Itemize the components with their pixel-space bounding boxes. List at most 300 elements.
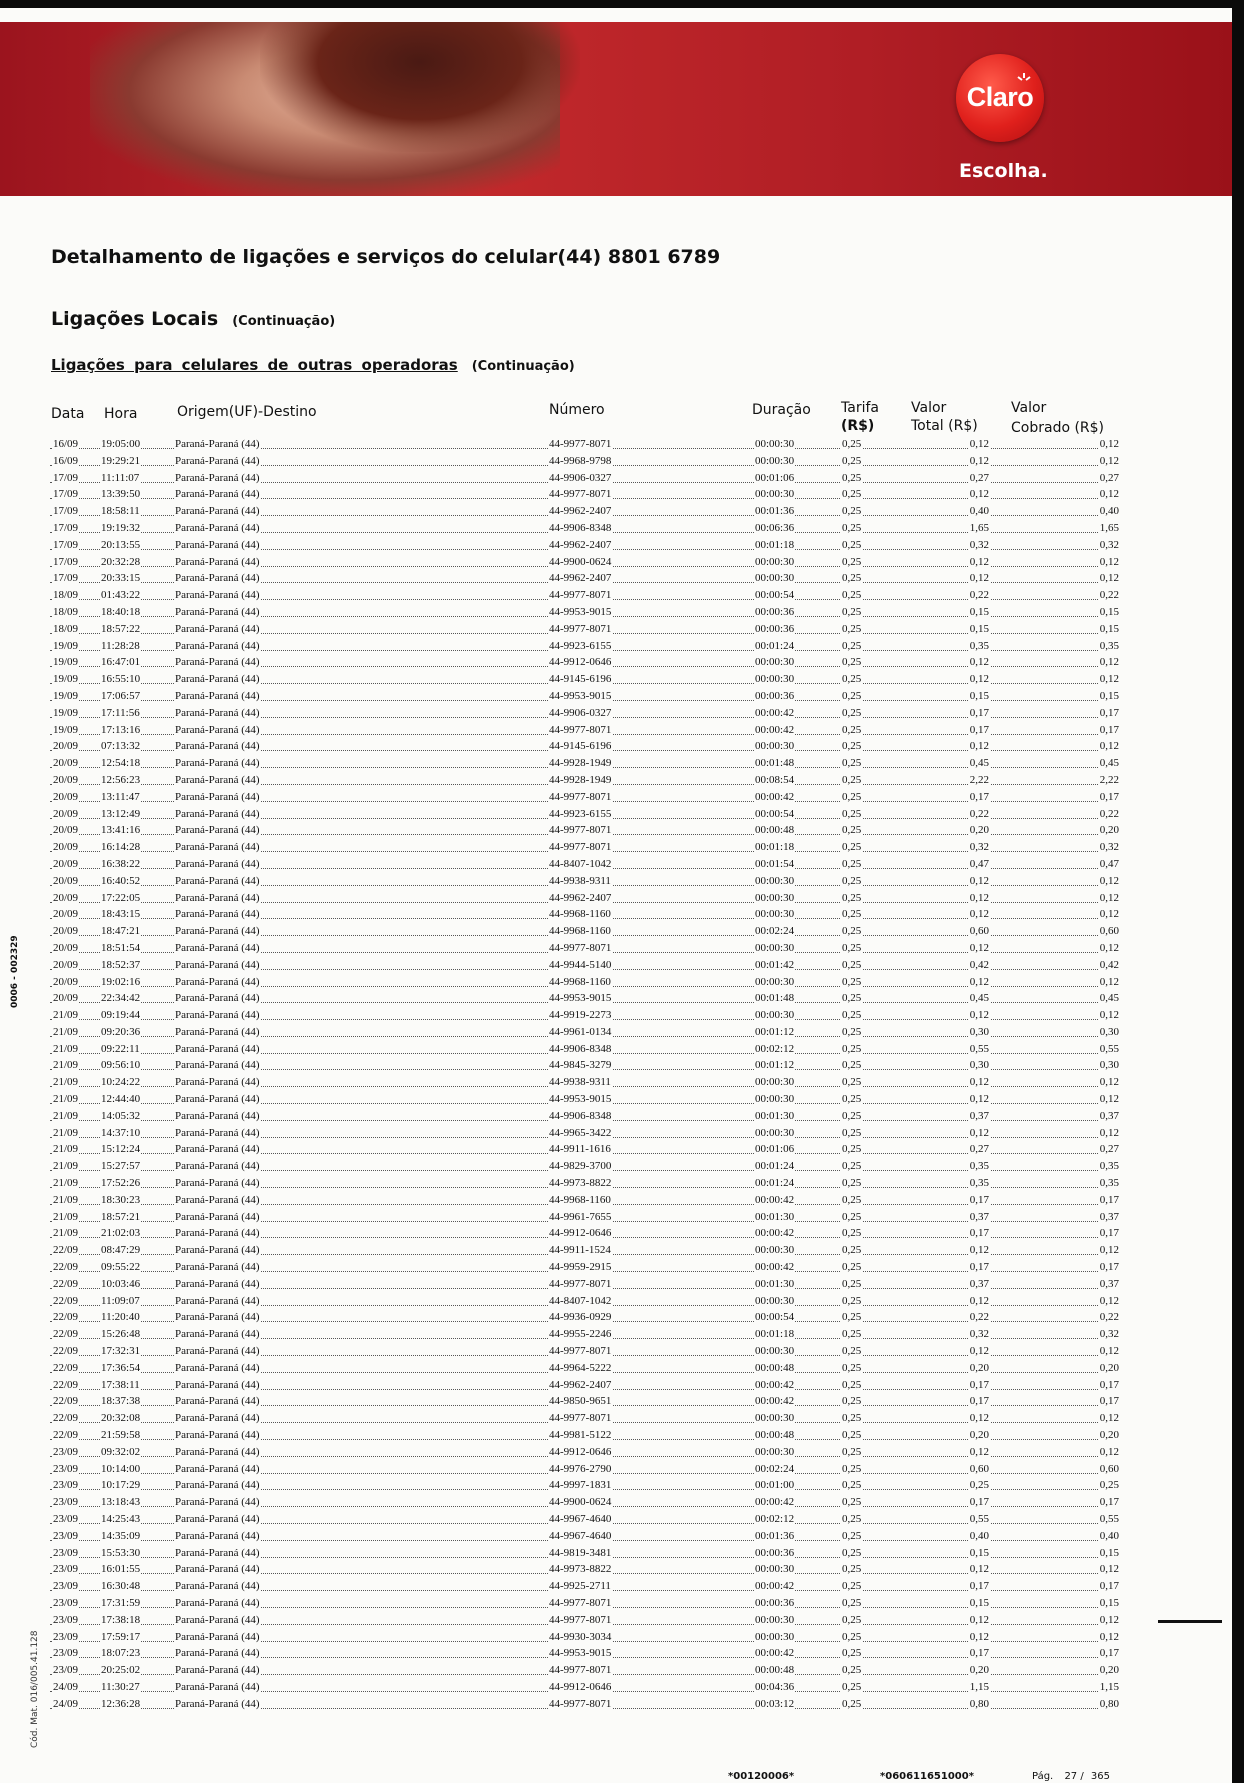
cell-data: 16/09 <box>53 438 79 450</box>
cell-origem: Paraná-Paraná (44) <box>175 689 260 702</box>
table-row <box>50 974 1120 991</box>
cell-data: 22/09 <box>53 1395 79 1408</box>
cell-numero: 44-9912-0646 <box>549 1227 612 1240</box>
cell-hora: 10:14:00 <box>101 1462 141 1475</box>
footer-code-2: *060611651000* <box>880 1771 974 1782</box>
cell-valor-total: 0,37 <box>969 1277 989 1290</box>
cell-origem: Paraná-Paraná (44) <box>175 521 260 534</box>
cell-valor-cobrado: 0,37 <box>1099 1277 1119 1290</box>
cell-valor-total: 0,12 <box>969 941 989 954</box>
cell-tarifa: 0,25 <box>842 1664 862 1677</box>
footer-code-1: *00120006* <box>728 1771 795 1782</box>
cell-valor-total: 0,17 <box>969 790 989 803</box>
cell-hora: 09:55:22 <box>101 1261 141 1274</box>
cell-valor-cobrado: 0,12 <box>1099 438 1119 450</box>
table-row <box>50 688 1120 705</box>
cell-numero: 44-9906-8348 <box>549 1109 612 1122</box>
cell-tarifa: 0,25 <box>842 1076 862 1089</box>
cell-numero: 44-9923-6155 <box>549 639 612 652</box>
cell-data: 20/09 <box>53 790 79 803</box>
cell-numero: 44-9919-2273 <box>549 1009 612 1022</box>
cell-valor-total: 0,17 <box>969 1395 989 1408</box>
cell-tarifa: 0,25 <box>842 1680 862 1693</box>
cell-duracao: 00:00:54 <box>755 1311 795 1324</box>
header-origem: Origem(UF)-Destino <box>177 404 317 420</box>
cell-valor-cobrado: 0,12 <box>1099 975 1119 988</box>
cell-valor-cobrado: 2,22 <box>1099 773 1119 786</box>
cell-data: 21/09 <box>53 1143 79 1156</box>
cell-numero: 44-9938-9311 <box>549 1076 611 1089</box>
cell-valor-total: 0,30 <box>969 1059 989 1072</box>
cell-valor-total: 0,12 <box>969 1563 989 1576</box>
cell-duracao: 00:00:36 <box>755 689 795 702</box>
cell-valor-total: 0,12 <box>969 891 989 904</box>
cell-data: 21/09 <box>53 1059 79 1072</box>
cell-duracao: 00:02:12 <box>755 1042 795 1055</box>
cell-valor-cobrado: 0,12 <box>1099 1445 1119 1458</box>
cell-tarifa: 0,25 <box>842 622 862 635</box>
cell-numero: 44-9977-8071 <box>549 488 612 501</box>
cell-tarifa: 0,25 <box>842 1177 862 1190</box>
cell-data: 17/09 <box>53 572 79 585</box>
cell-numero: 44-9912-0646 <box>549 656 612 669</box>
cell-numero: 44-8407-1042 <box>549 857 612 870</box>
cell-duracao: 00:01:48 <box>755 757 795 770</box>
cell-numero: 44-9925-2711 <box>549 1580 611 1593</box>
cell-numero: 44-9819-3481 <box>549 1546 612 1559</box>
cell-hora: 20:33:15 <box>101 572 141 585</box>
cell-duracao: 00:00:42 <box>755 790 795 803</box>
cell-valor-cobrado: 0,32 <box>1099 841 1119 854</box>
cell-tarifa: 0,25 <box>842 521 862 534</box>
cell-numero: 44-9968-1160 <box>549 908 611 921</box>
cell-tarifa: 0,25 <box>842 689 862 702</box>
cell-duracao: 00:00:36 <box>755 605 795 618</box>
cell-duracao: 00:01:54 <box>755 857 795 870</box>
cell-valor-cobrado: 0,17 <box>1099 1647 1119 1660</box>
cell-origem: Paraná-Paraná (44) <box>175 438 260 450</box>
table-row <box>50 806 1120 823</box>
cell-hora: 18:47:21 <box>101 925 141 938</box>
table-row <box>50 923 1120 940</box>
cell-tarifa: 0,25 <box>842 639 862 652</box>
cell-duracao: 00:00:30 <box>755 941 795 954</box>
claro-logo <box>956 54 1044 142</box>
cell-numero: 44-9936-0929 <box>549 1311 612 1324</box>
table-row <box>50 906 1120 923</box>
cell-numero: 44-9962-2407 <box>549 505 612 518</box>
cell-valor-cobrado: 0,42 <box>1099 958 1119 971</box>
table-row <box>50 671 1120 688</box>
cell-valor-total: 0,12 <box>969 555 989 568</box>
cell-tarifa: 0,25 <box>842 1412 862 1425</box>
cell-duracao: 00:00:30 <box>755 572 795 585</box>
cell-data: 23/09 <box>53 1647 79 1660</box>
cell-valor-cobrado: 0,17 <box>1099 723 1119 736</box>
cell-hora: 12:54:18 <box>101 757 141 770</box>
cell-valor-total: 0,12 <box>969 740 989 753</box>
cell-valor-cobrado: 0,12 <box>1099 874 1119 887</box>
cell-valor-cobrado: 0,17 <box>1099 1227 1119 1240</box>
cell-hora: 18:51:54 <box>101 941 141 954</box>
cell-duracao: 00:00:30 <box>755 488 795 501</box>
table-row <box>50 1679 1120 1696</box>
cell-valor-cobrado: 0,40 <box>1099 505 1119 518</box>
cell-valor-cobrado: 0,20 <box>1099 824 1119 837</box>
cell-valor-cobrado: 0,60 <box>1099 925 1119 938</box>
cell-valor-total: 0,20 <box>969 1361 989 1374</box>
table-row <box>50 722 1120 739</box>
cell-data: 21/09 <box>53 1076 79 1089</box>
cell-hora: 17:59:17 <box>101 1630 141 1643</box>
cell-hora: 14:37:10 <box>101 1126 141 1139</box>
cell-hora: 14:05:32 <box>101 1109 141 1122</box>
cell-tarifa: 0,25 <box>842 1109 862 1122</box>
cell-tarifa: 0,25 <box>842 1093 862 1106</box>
cell-numero: 44-9977-8071 <box>549 1412 612 1425</box>
cell-duracao: 00:01:06 <box>755 471 795 484</box>
cell-hora: 10:03:46 <box>101 1277 141 1290</box>
cell-origem: Paraná-Paraná (44) <box>175 1462 260 1475</box>
cell-hora: 08:47:29 <box>101 1244 141 1257</box>
cell-valor-total: 0,35 <box>969 1160 989 1173</box>
cell-data: 23/09 <box>53 1596 79 1609</box>
cell-valor-total: 0,45 <box>969 757 989 770</box>
cell-origem: Paraná-Paraná (44) <box>175 757 260 770</box>
cell-origem: Paraná-Paraná (44) <box>175 1160 260 1173</box>
cell-origem: Paraná-Paraná (44) <box>175 1345 260 1358</box>
cell-valor-total: 0,12 <box>969 1630 989 1643</box>
cell-data: 20/09 <box>53 958 79 971</box>
cell-valor-cobrado: 0,40 <box>1099 1529 1119 1542</box>
cell-tarifa: 0,25 <box>842 1630 862 1643</box>
cell-hora: 10:17:29 <box>101 1479 141 1492</box>
cell-origem: Paraná-Paraná (44) <box>175 1412 260 1425</box>
cell-hora: 22:34:42 <box>101 992 141 1005</box>
table-row <box>50 654 1120 671</box>
cell-valor-total: 0,32 <box>969 538 989 551</box>
cell-origem: Paraná-Paraná (44) <box>175 572 260 585</box>
cell-origem: Paraná-Paraná (44) <box>175 1177 260 1190</box>
cell-valor-cobrado: 0,60 <box>1099 1462 1119 1475</box>
section-title-text: Ligações Locais <box>51 308 219 330</box>
cell-tarifa: 0,25 <box>842 958 862 971</box>
cell-origem: Paraná-Paraná (44) <box>175 1647 260 1660</box>
cell-tarifa: 0,25 <box>842 1143 862 1156</box>
cell-origem: Paraná-Paraná (44) <box>175 891 260 904</box>
cell-data: 20/09 <box>53 740 79 753</box>
cell-duracao: 00:00:42 <box>755 723 795 736</box>
cell-origem: Paraná-Paraná (44) <box>175 454 260 467</box>
cell-hora: 11:28:28 <box>101 639 140 652</box>
cell-data: 23/09 <box>53 1496 79 1509</box>
cell-data: 21/09 <box>53 1093 79 1106</box>
footer-page <box>1032 1771 1110 1782</box>
cell-data: 21/09 <box>53 1177 79 1190</box>
table-row <box>50 1595 1120 1612</box>
cell-origem: Paraná-Paraná (44) <box>175 1496 260 1509</box>
cell-hora: 16:40:52 <box>101 874 141 887</box>
cell-origem: Paraná-Paraná (44) <box>175 488 260 501</box>
cell-valor-total: 0,12 <box>969 908 989 921</box>
cell-tarifa: 0,25 <box>842 1429 862 1442</box>
cell-data: 20/09 <box>53 874 79 887</box>
cell-valor-total: 0,12 <box>969 488 989 501</box>
cell-tarifa: 0,25 <box>842 1445 862 1458</box>
cell-numero: 44-9997-1831 <box>549 1479 612 1492</box>
cell-duracao: 00:00:42 <box>755 1647 795 1660</box>
cell-duracao: 00:00:30 <box>755 874 795 887</box>
cell-duracao: 00:00:36 <box>755 622 795 635</box>
cell-valor-cobrado: 0,27 <box>1099 1143 1119 1156</box>
cell-duracao: 00:01:06 <box>755 1143 795 1156</box>
cell-hora: 18:57:21 <box>101 1210 141 1223</box>
table-row <box>50 705 1120 722</box>
cell-valor-cobrado: 0,15 <box>1099 689 1119 702</box>
cell-tarifa: 0,25 <box>842 1496 862 1509</box>
header-duracao: Duração <box>752 402 811 418</box>
cell-origem: Paraná-Paraná (44) <box>175 1025 260 1038</box>
table-row <box>50 1377 1120 1394</box>
table-row <box>50 1696 1120 1713</box>
cell-tarifa: 0,25 <box>842 841 862 854</box>
table-row <box>50 957 1120 974</box>
cell-hora: 20:25:02 <box>101 1664 141 1677</box>
cell-origem: Paraná-Paraná (44) <box>175 857 260 870</box>
cell-numero: 44-9973-8822 <box>549 1563 612 1576</box>
cell-data: 21/09 <box>53 1126 79 1139</box>
cell-data: 23/09 <box>53 1445 79 1458</box>
cell-tarifa: 0,25 <box>842 1563 862 1576</box>
cell-origem: Paraná-Paraná (44) <box>175 1630 260 1643</box>
cell-origem: Paraná-Paraná (44) <box>175 1378 260 1391</box>
cell-numero: 44-9953-9015 <box>549 1093 612 1106</box>
cell-hora: 16:30:48 <box>101 1580 141 1593</box>
cell-duracao: 00:00:36 <box>755 1596 795 1609</box>
claro-logo-text: Claro <box>966 82 1034 112</box>
cell-origem: Paraná-Paraná (44) <box>175 1193 260 1206</box>
table-row <box>50 453 1120 470</box>
cell-origem: Paraná-Paraná (44) <box>175 1277 260 1290</box>
cell-duracao: 00:00:30 <box>755 1294 795 1307</box>
cell-valor-total: 0,12 <box>969 1445 989 1458</box>
cell-tarifa: 0,25 <box>842 941 862 954</box>
cell-data: 24/09 <box>53 1697 79 1710</box>
cell-valor-cobrado: 0,32 <box>1099 1328 1119 1341</box>
cell-tarifa: 0,25 <box>842 572 862 585</box>
cell-tarifa: 0,25 <box>842 438 862 450</box>
cell-tarifa: 0,25 <box>842 1462 862 1475</box>
cell-data: 21/09 <box>53 1042 79 1055</box>
cell-origem: Paraná-Paraná (44) <box>175 925 260 938</box>
cell-valor-total: 0,12 <box>969 1345 989 1358</box>
table-row <box>50 1007 1120 1024</box>
cell-hora: 17:38:18 <box>101 1613 141 1626</box>
footer-page-total: 365 <box>1090 1771 1110 1782</box>
cell-data: 20/09 <box>53 908 79 921</box>
cell-valor-total: 0,12 <box>969 454 989 467</box>
cell-tarifa: 0,25 <box>842 1244 862 1257</box>
cell-valor-total: 0,40 <box>969 505 989 518</box>
cell-duracao: 00:01:24 <box>755 639 795 652</box>
cell-hora: 19:05:00 <box>101 438 141 450</box>
cell-numero: 44-9906-8348 <box>549 1042 612 1055</box>
cell-valor-cobrado: 0,20 <box>1099 1664 1119 1677</box>
cell-data: 22/09 <box>53 1261 79 1274</box>
cell-valor-total: 0,12 <box>969 1613 989 1626</box>
cell-hora: 18:30:23 <box>101 1193 141 1206</box>
cell-tarifa: 0,25 <box>842 824 862 837</box>
cell-tarifa: 0,25 <box>842 790 862 803</box>
cell-origem: Paraná-Paraná (44) <box>175 1227 260 1240</box>
cell-duracao: 00:02:24 <box>755 925 795 938</box>
cell-valor-cobrado: 0,12 <box>1099 891 1119 904</box>
cell-data: 20/09 <box>53 773 79 786</box>
cell-numero: 44-9911-1524 <box>549 1244 611 1257</box>
cell-duracao: 00:00:30 <box>755 438 795 450</box>
cell-hora: 21:02:03 <box>101 1227 141 1240</box>
cell-hora: 14:35:09 <box>101 1529 141 1542</box>
cell-duracao: 00:01:30 <box>755 1109 795 1122</box>
cell-origem: Paraná-Paraná (44) <box>175 622 260 635</box>
cell-valor-cobrado: 0,12 <box>1099 941 1119 954</box>
banner-photo-hair <box>260 22 580 152</box>
cell-duracao: 00:00:48 <box>755 1429 795 1442</box>
cell-valor-total: 2,22 <box>969 773 989 786</box>
cell-data: 16/09 <box>53 454 79 467</box>
cell-origem: Paraná-Paraná (44) <box>175 538 260 551</box>
cell-numero: 44-9145-6196 <box>549 740 612 753</box>
cell-valor-total: 0,12 <box>969 673 989 686</box>
cell-valor-total: 0,17 <box>969 723 989 736</box>
cell-valor-total: 1,15 <box>969 1680 989 1693</box>
cell-hora: 09:56:10 <box>101 1059 141 1072</box>
cell-hora: 11:09:07 <box>101 1294 140 1307</box>
cell-hora: 13:41:16 <box>101 824 141 837</box>
cell-valor-cobrado: 0,12 <box>1099 1244 1119 1257</box>
cell-valor-cobrado: 0,32 <box>1099 538 1119 551</box>
cell-tarifa: 0,25 <box>842 857 862 870</box>
cell-data: 20/09 <box>53 757 79 770</box>
cell-duracao: 00:02:24 <box>755 1462 795 1475</box>
cell-numero: 44-9912-0646 <box>549 1680 612 1693</box>
cell-data: 22/09 <box>53 1294 79 1307</box>
cell-valor-total: 0,32 <box>969 1328 989 1341</box>
cell-hora: 11:30:27 <box>101 1680 140 1693</box>
cell-data: 17/09 <box>53 521 79 534</box>
cell-tarifa: 0,25 <box>842 1210 862 1223</box>
cell-valor-cobrado: 0,12 <box>1099 740 1119 753</box>
cell-duracao: 00:00:54 <box>755 807 795 820</box>
cell-hora: 14:25:43 <box>101 1513 141 1525</box>
brand-tagline: Escolha. <box>959 160 1048 182</box>
cell-data: 17/09 <box>53 471 79 484</box>
cell-valor-cobrado: 0,15 <box>1099 1596 1119 1609</box>
table-row <box>50 1141 1120 1158</box>
cell-valor-cobrado: 0,37 <box>1099 1109 1119 1122</box>
cell-data: 23/09 <box>53 1479 79 1492</box>
cell-tarifa: 0,25 <box>842 1160 862 1173</box>
cell-valor-total: 0,17 <box>969 1193 989 1206</box>
cell-hora: 18:40:18 <box>101 605 141 618</box>
cell-hora: 16:38:22 <box>101 857 141 870</box>
cell-valor-total: 0,22 <box>969 807 989 820</box>
cell-valor-total: 0,12 <box>969 1076 989 1089</box>
cell-valor-cobrado: 0,17 <box>1099 1261 1119 1274</box>
cell-duracao: 00:01:24 <box>755 1160 795 1173</box>
cell-hora: 17:38:11 <box>101 1378 140 1391</box>
cell-duracao: 00:00:30 <box>755 1630 795 1643</box>
cell-origem: Paraná-Paraná (44) <box>175 505 260 518</box>
cell-data: 20/09 <box>53 857 79 870</box>
header-valor-cobrado: Valor <box>1011 400 1047 416</box>
table-row <box>50 1410 1120 1427</box>
cell-valor-total: 0,12 <box>969 1126 989 1139</box>
cell-hora: 13:11:47 <box>101 790 140 803</box>
table-row <box>50 587 1120 604</box>
cell-tarifa: 0,25 <box>842 589 862 602</box>
page-title: Detalhamento de ligações e serviços do celular(44) 8801 6789 <box>51 246 721 268</box>
cell-origem: Paraná-Paraná (44) <box>175 1093 260 1106</box>
cell-duracao: 00:00:30 <box>755 673 795 686</box>
calls-table <box>50 436 1120 1713</box>
cell-origem: Paraná-Paraná (44) <box>175 824 260 837</box>
cell-origem: Paraná-Paraná (44) <box>175 1126 260 1139</box>
cell-duracao: 00:00:42 <box>755 1193 795 1206</box>
cell-valor-total: 0,45 <box>969 992 989 1005</box>
cell-tarifa: 0,25 <box>842 874 862 887</box>
cell-duracao: 00:00:48 <box>755 1664 795 1677</box>
cell-numero: 44-9845-3279 <box>549 1059 612 1072</box>
cell-valor-total: 0,60 <box>969 1462 989 1475</box>
cell-tarifa: 0,25 <box>842 1613 862 1626</box>
cell-origem: Paraná-Paraná (44) <box>175 1429 260 1442</box>
cell-hora: 13:12:49 <box>101 807 141 820</box>
cell-hora: 09:19:44 <box>101 1009 141 1022</box>
cell-valor-total: 0,25 <box>969 1479 989 1492</box>
cell-origem: Paraná-Paraná (44) <box>175 874 260 887</box>
cell-valor-total: 0,17 <box>969 1580 989 1593</box>
cell-tarifa: 0,25 <box>842 1345 862 1358</box>
cell-numero: 44-9973-8822 <box>549 1177 612 1190</box>
cell-numero: 44-9953-9015 <box>549 605 612 618</box>
cell-hora: 15:53:30 <box>101 1546 141 1559</box>
cell-hora: 15:26:48 <box>101 1328 141 1341</box>
cell-valor-cobrado: 0,22 <box>1099 1311 1119 1324</box>
table-row <box>50 839 1120 856</box>
cell-data: 21/09 <box>53 1009 79 1022</box>
cell-numero: 44-9964-5222 <box>549 1361 612 1374</box>
cell-valor-cobrado: 0,12 <box>1099 555 1119 568</box>
cell-valor-total: 0,12 <box>969 1294 989 1307</box>
cell-tarifa: 0,25 <box>842 1042 862 1055</box>
table-row <box>50 1427 1120 1444</box>
cell-valor-cobrado: 0,12 <box>1099 1563 1119 1576</box>
cell-hora: 18:43:15 <box>101 908 141 921</box>
table-row <box>50 1024 1120 1041</box>
cell-origem: Paraná-Paraná (44) <box>175 1680 260 1693</box>
cell-duracao: 00:01:12 <box>755 1025 795 1038</box>
cell-tarifa: 0,25 <box>842 1513 862 1525</box>
cell-tarifa: 0,25 <box>842 992 862 1005</box>
cell-tarifa: 0,25 <box>842 605 862 618</box>
cell-valor-total: 1,65 <box>969 521 989 534</box>
table-row <box>50 1645 1120 1662</box>
table-row <box>50 1461 1120 1478</box>
cell-tarifa: 0,25 <box>842 773 862 786</box>
cell-valor-cobrado: 0,12 <box>1099 656 1119 669</box>
cell-duracao: 00:00:30 <box>755 1009 795 1022</box>
